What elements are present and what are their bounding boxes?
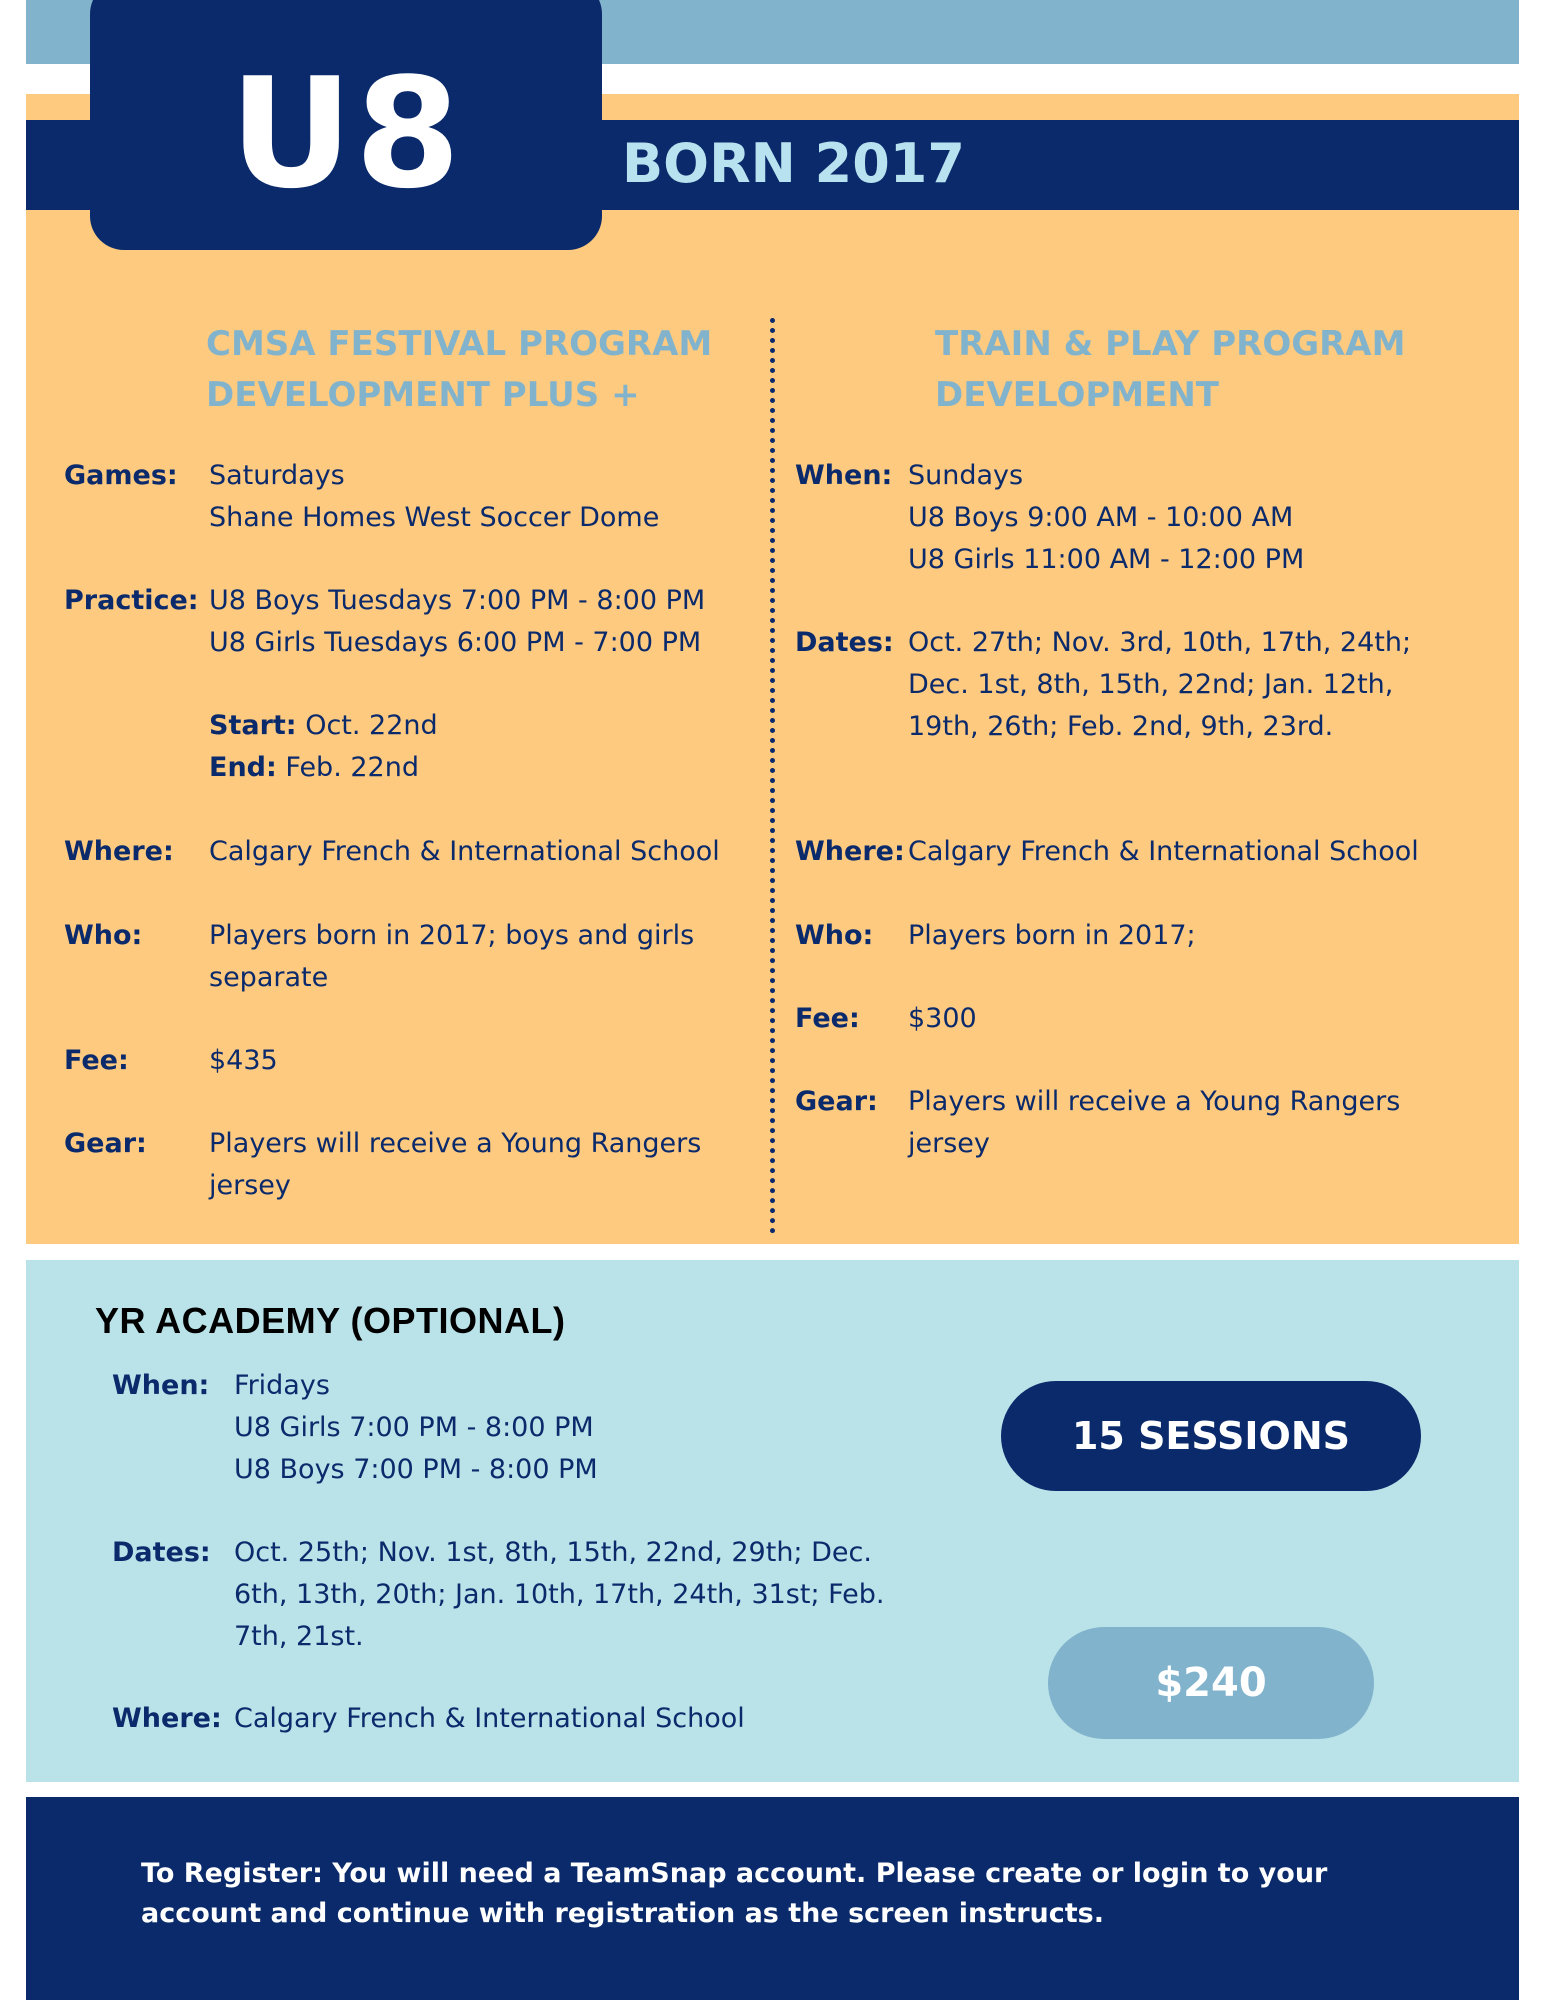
column-divider <box>770 318 775 1234</box>
gear-line: Players will receive a Young Rangers <box>908 1086 1401 1117</box>
end-row <box>209 747 438 789</box>
end-label: End: <box>209 752 277 783</box>
dates-line: 7th, 21st. <box>234 1621 364 1652</box>
right-fee-label: Fee: <box>795 1003 860 1034</box>
right-gear-value <box>908 1081 1400 1165</box>
gear-line: jersey <box>908 1128 990 1159</box>
when-line: U8 Girls 11:00 AM - 12:00 PM <box>908 544 1305 575</box>
left-program-title <box>206 319 712 421</box>
academy-when-value <box>234 1365 598 1491</box>
left-program-title-line1: CMSA FESTIVAL PROGRAM <box>206 324 713 364</box>
right-fee-value: $300 <box>908 1003 977 1034</box>
start-value: Oct. 22nd <box>305 710 438 741</box>
right-where-label: Where: <box>795 836 905 867</box>
age-group-label: U8 <box>229 44 463 222</box>
who-line: separate <box>209 962 329 993</box>
left-who-value <box>209 915 694 999</box>
start-label: Start: <box>209 710 297 741</box>
right-dates-value <box>908 622 1411 748</box>
left-who-label: Who: <box>64 920 143 951</box>
left-gear-label: Gear: <box>64 1128 147 1159</box>
academy-when-label: When: <box>112 1370 210 1401</box>
right-program-title <box>935 319 1405 421</box>
gear-line: Players will receive a Young Rangers <box>209 1128 702 1159</box>
right-program-title-line2: DEVELOPMENT <box>935 375 1219 415</box>
birth-year-heading: BORN 2017 <box>622 132 965 195</box>
left-where-value: Calgary French & International School <box>209 836 720 867</box>
dates-line: Oct. 25th; Nov. 1st, 8th, 15th, 22nd, 29th; Dec. <box>234 1537 872 1568</box>
season-dates <box>209 705 438 789</box>
academy-dates-value <box>234 1532 885 1658</box>
left-program-title-line2: DEVELOPMENT PLUS + <box>206 375 640 415</box>
dates-line: 19th, 26th; Feb. 2nd, 9th, 23rd. <box>908 711 1334 742</box>
right-when-value <box>908 455 1304 581</box>
when-line: U8 Boys 9:00 AM - 10:00 AM <box>908 502 1294 533</box>
academy-where-value: Calgary French & International School <box>234 1703 745 1734</box>
price-badge: $240 <box>1048 1627 1374 1739</box>
right-dates-label: Dates: <box>795 627 894 658</box>
when-line: Sundays <box>908 460 1024 491</box>
games-line: Saturdays <box>209 460 345 491</box>
end-value: Feb. 22nd <box>285 752 419 783</box>
registration-instructions: To Register: You will need a TeamSnap account. Please create or login to your account and continue with registration as the screen instructs. <box>141 1858 1328 1929</box>
sessions-badge: 15 SESSIONS <box>1001 1381 1421 1491</box>
dates-line: Oct. 27th; Nov. 3rd, 10th, 17th, 24th; <box>908 627 1412 658</box>
games-line: Shane Homes West Soccer Dome <box>209 502 660 533</box>
left-fee-label: Fee: <box>64 1045 129 1076</box>
academy-where-label: Where: <box>112 1703 222 1734</box>
games-value <box>209 455 659 539</box>
dates-line: 6th, 13th, 20th; Jan. 10th, 17th, 24th, 31st; Feb. <box>234 1579 885 1610</box>
right-program-title-line1: TRAIN & PLAY PROGRAM <box>935 324 1406 364</box>
right-who-label: Who: <box>795 920 874 951</box>
right-who-value: Players born in 2017; <box>908 920 1196 951</box>
when-line: Fridays <box>234 1370 330 1401</box>
age-group-badge <box>90 0 602 250</box>
gear-line: jersey <box>209 1170 291 1201</box>
start-row <box>209 705 438 747</box>
academy-dates-label: Dates: <box>112 1537 211 1568</box>
right-where-value: Calgary French & International School <box>908 836 1419 867</box>
left-fee-value: $435 <box>209 1045 278 1076</box>
right-when-label: When: <box>795 460 893 491</box>
games-label: Games: <box>64 460 178 491</box>
who-line: Players born in 2017; boys and girls <box>209 920 695 951</box>
when-line: U8 Girls 7:00 PM - 8:00 PM <box>234 1412 594 1443</box>
dates-line: Dec. 1st, 8th, 15th, 22nd; Jan. 12th, <box>908 669 1394 700</box>
practice-label: Practice: <box>64 585 199 616</box>
left-gear-value <box>209 1123 701 1207</box>
practice-line: U8 Boys Tuesdays 7:00 PM - 8:00 PM <box>209 585 706 616</box>
academy-title: YR ACADEMY (OPTIONAL) <box>95 1300 566 1341</box>
right-gear-label: Gear: <box>795 1086 878 1117</box>
practice-value <box>209 580 705 664</box>
when-line: U8 Boys 7:00 PM - 8:00 PM <box>234 1454 598 1485</box>
left-where-label: Where: <box>64 836 174 867</box>
practice-line: U8 Girls Tuesdays 6:00 PM - 7:00 PM <box>209 627 702 658</box>
